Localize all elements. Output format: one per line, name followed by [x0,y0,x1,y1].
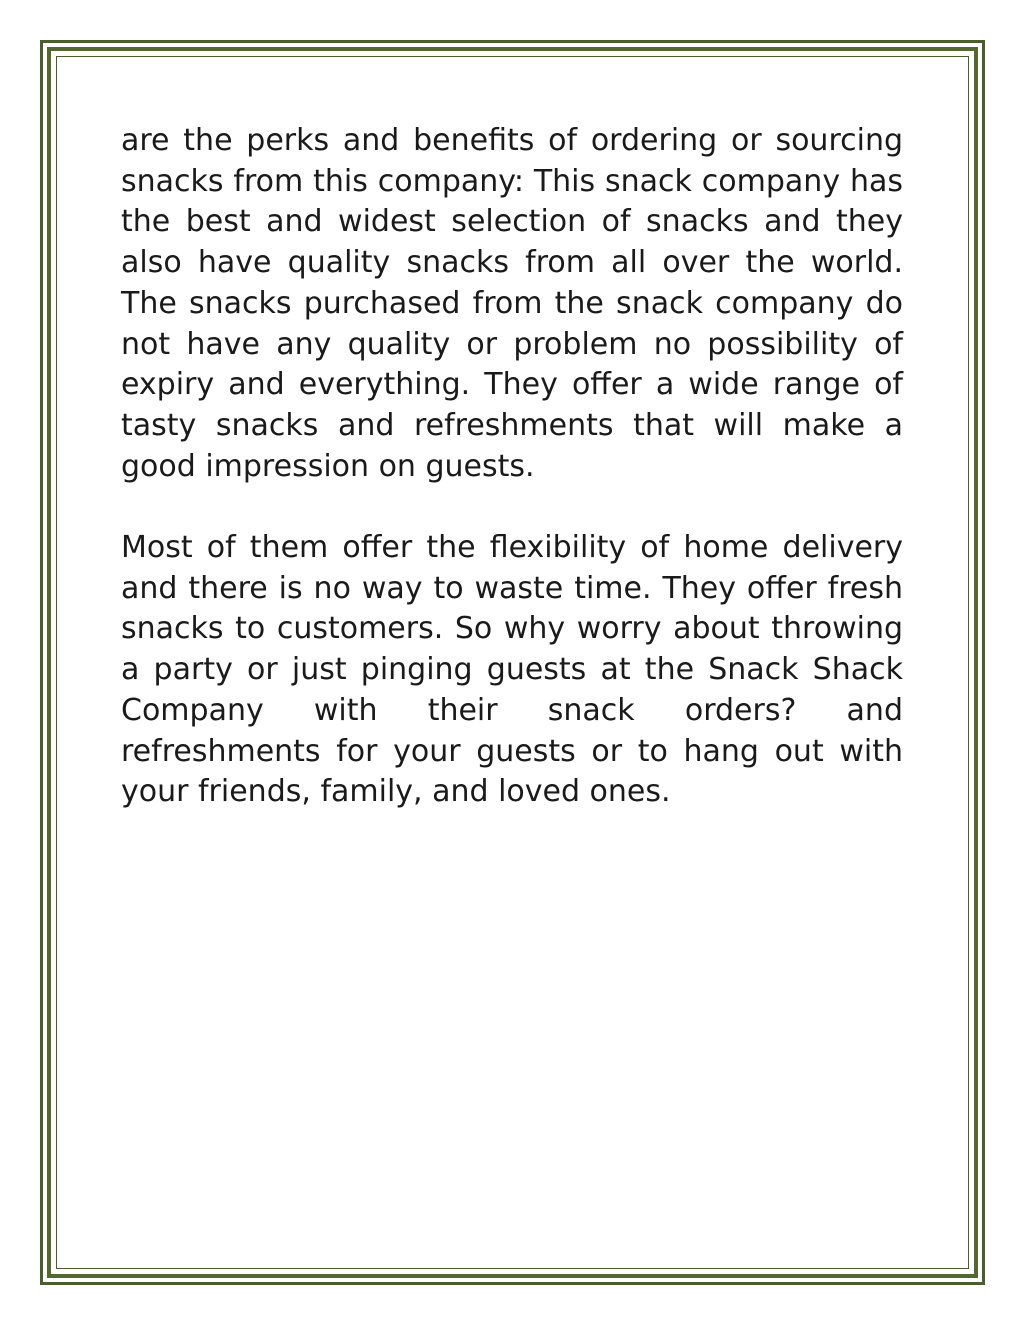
paragraph-2: Most of them offer the flexibility of home delivery and there is no way to waste time. They offer fresh snacks to customers. So why worry about throwing a party or just pinging guests at the Snack Shack Company with their snack orders? and refreshments for your guests or to hang out with your friends, family, and loved ones. [121,530,903,810]
document-body [121,121,903,854]
paragraph-1: are the perks and benefits of ordering or sourcing snacks from this company: This snack company has the best and widest selection of snacks and they also have quality snacks from all over the world. The snacks purchased from the snack company do not have any quality or problem no possibility of expiry and everything. They offer a wide range of tasty snacks and refreshments that will make a good impression on guests. [121,123,903,484]
